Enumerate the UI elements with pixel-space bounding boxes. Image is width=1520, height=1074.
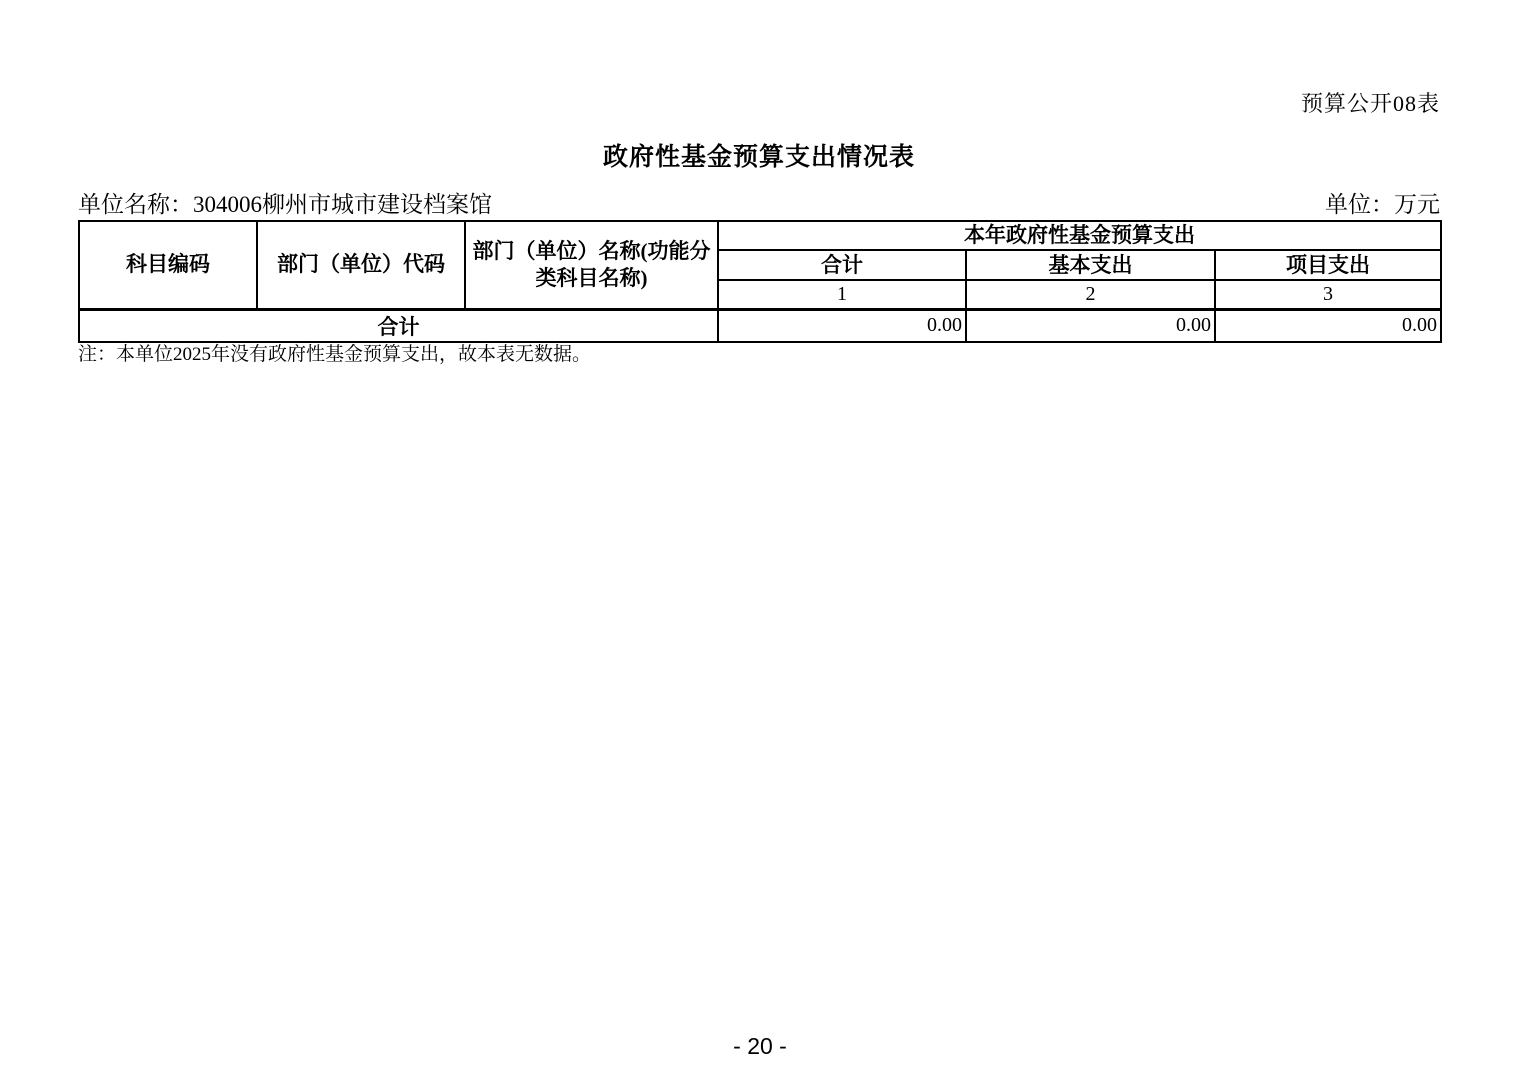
header-dept-code: 部门（单位）代码 (257, 221, 465, 309)
header-subject-code: 科目编码 (79, 221, 257, 309)
table-row-total (79, 309, 1441, 342)
column-index-total: 1 (718, 280, 966, 309)
column-index-basic: 2 (966, 280, 1215, 309)
cell-total-value: 0.00 (718, 309, 966, 342)
header-dept-name: 部门（单位）名称(功能分类科目名称) (465, 221, 718, 309)
row-label-total: 合计 (79, 309, 718, 342)
meta-row (78, 186, 1440, 219)
page-title: 政府性基金预算支出情况表 (602, 144, 915, 171)
header-group-current-year: 本年政府性基金预算支出 (718, 221, 1441, 250)
unit-name: 单位名称：304006柳州市城市建设档案馆 (78, 192, 492, 217)
form-code: 预算公开08表 (1300, 91, 1440, 116)
page-number: - 20 - (733, 1033, 787, 1059)
column-index-project: 3 (1215, 280, 1441, 309)
header-col-project: 项目支出 (1215, 250, 1441, 280)
header-col-total: 合计 (718, 250, 966, 280)
budget-expenditure-table (78, 220, 1442, 343)
header-col-basic: 基本支出 (966, 250, 1215, 280)
unit-of-measure: 单位：万元 (1325, 192, 1440, 217)
footnote: 注：本单位2025年没有政府性基金预算支出，故本表无数据。 (78, 344, 592, 365)
cell-project-value: 0.00 (1215, 309, 1441, 342)
cell-basic-value: 0.00 (966, 309, 1215, 342)
